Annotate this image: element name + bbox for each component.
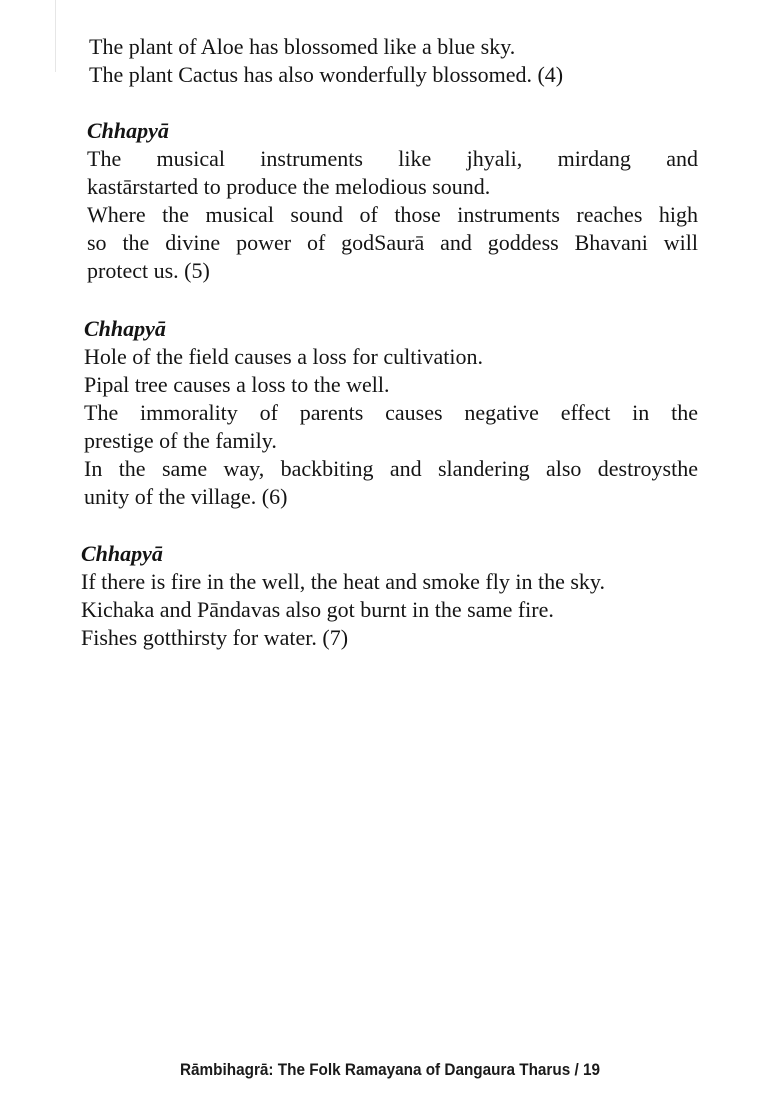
verse-line: so the divine power of godSaurā and goddess Bhavani will xyxy=(87,230,698,255)
verse-line: The plant of Aloe has blossomed like a blue sky. xyxy=(89,34,516,59)
verse-line: unity of the village. (6) xyxy=(84,484,288,509)
verse-line: kastārstarted to produce the melodious sound. xyxy=(87,174,491,199)
verse-line: If there is fire in the well, the heat and smoke fly in the sky. xyxy=(81,569,605,594)
verse-line: protect us. (5) xyxy=(87,258,210,283)
verse-line: The musical instruments like jhyali, mirdang and xyxy=(87,146,698,171)
verse-line: In the same way, backbiting and slandering also destroysthe xyxy=(84,456,698,481)
stanza-heading: Chhapyā xyxy=(81,541,163,566)
gutter-shadow xyxy=(55,0,56,72)
verse-line: Hole of the field causes a loss for cultivation. xyxy=(84,344,483,369)
stanza-heading: Chhapyā xyxy=(87,118,169,143)
stanza-heading: Chhapyā xyxy=(84,316,166,341)
verse-line: Kichaka and Pāndavas also got burnt in the same fire. xyxy=(81,597,554,622)
verse-line: Fishes gotthirsty for water. (7) xyxy=(81,625,349,650)
verse-line: prestige of the family. xyxy=(84,428,277,453)
verse-line: Where the musical sound of those instruments reaches high xyxy=(87,202,698,227)
verse-line: The plant Cactus has also wonderfully blossomed. (4) xyxy=(89,62,564,87)
stanza-4-ending xyxy=(89,33,649,89)
stanza-5 xyxy=(87,117,698,285)
stanza-7 xyxy=(81,540,701,652)
page-footer: Rāmbihagrā: The Folk Ramayana of Dangaura Tharus / 19 xyxy=(179,1060,601,1079)
stanza-6 xyxy=(84,315,698,511)
verse-line: The immorality of parents causes negative effect in the xyxy=(84,400,698,425)
verse-line: Pipal tree causes a loss to the well. xyxy=(84,372,390,397)
